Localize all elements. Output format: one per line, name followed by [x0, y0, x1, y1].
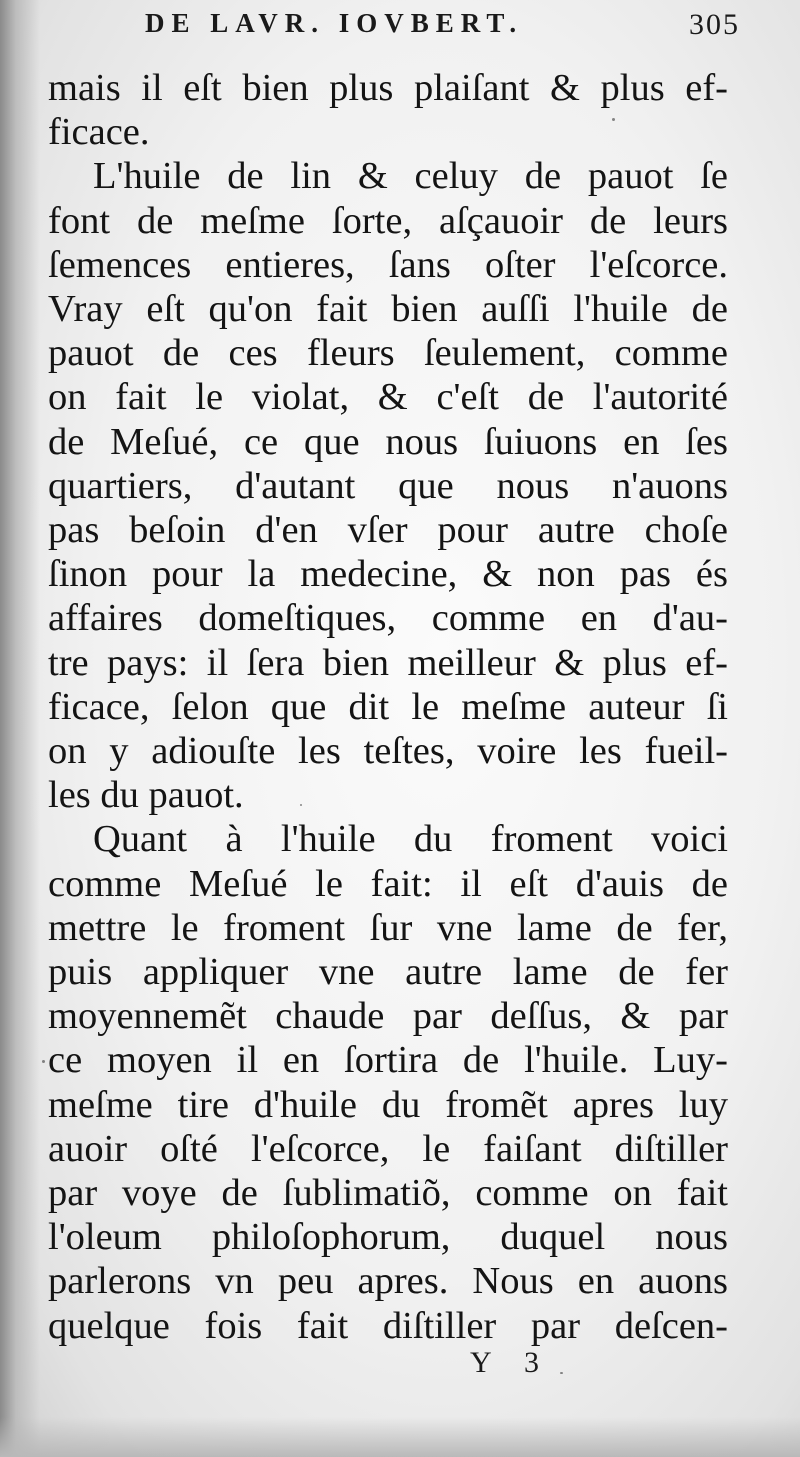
text-line: pauot de ces fleurs ſeulement, comme	[48, 332, 728, 375]
text-line: on y adiouſte les teſtes, voire les fueil-	[48, 730, 728, 773]
text-line: auoir oſté l'eſcorce, le faiſant diſtiller	[48, 1127, 728, 1170]
text-line: quelque fois fait diſtiller par deſcen-	[48, 1304, 728, 1347]
text-line: on fait le violat, & c'eſt de l'autorité	[48, 376, 728, 419]
text-line: meſme tire d'huile du fromẽt apres luy	[48, 1083, 728, 1126]
signature-mark: Y 3	[470, 1346, 540, 1379]
ink-speck	[612, 118, 615, 121]
text-line: comme Meſué le fait: il eſt d'auis de	[48, 862, 728, 905]
page-number: 305	[689, 8, 740, 41]
text-line: ce moyen il en ſortira de l'huile. Luy-	[48, 1039, 728, 1082]
text-line: tre pays: il ſera bien meilleur & plus ef-	[48, 641, 728, 684]
text-line: parlerons vn peu apres. Nous en auons	[48, 1260, 728, 1303]
ink-speck	[42, 1060, 45, 1063]
text-line: affaires domeſtiques, comme en d'au-	[48, 597, 728, 640]
text-line: de Meſué, ce que nous ſuiuons en ſes	[48, 420, 728, 463]
text-line: l'oleum philoſophorum, duquel nous	[48, 1216, 728, 1259]
text-line: ficace, ſelon que dit le meſme auteur ſi	[48, 685, 728, 728]
text-line: mettre le froment ſur vne lame de fer,	[48, 906, 728, 949]
page-header	[145, 8, 740, 44]
page-gutter-shadow	[0, 0, 40, 1457]
text-line: font de meſme ſorte, aſçauoir de leurs	[48, 199, 728, 242]
text-line: pas beſoin d'en vſer pour autre choſe	[48, 509, 728, 552]
ink-speck	[560, 1372, 563, 1374]
text-line: Quant à l'huile du froment voici	[93, 818, 728, 861]
running-head: DE LAVR. IOVBERT.	[145, 8, 524, 38]
text-line: Vray eſt qu'on fait bien auſſi l'huile de	[48, 288, 728, 331]
text-line: par voye de ſublimatiõ, comme on fait	[48, 1172, 728, 1215]
text-line: ficace.	[48, 111, 150, 154]
page-bottom-shadow	[0, 1417, 800, 1457]
text-line: L'huile de lin & celuy de pauot ſe	[93, 155, 728, 198]
text-line: mais il eſt bien plus plaiſant & plus ef-	[48, 67, 728, 109]
text-line: moyennemẽt chaude par deſſus, & par	[48, 995, 728, 1038]
text-line: les du pauot.	[48, 774, 244, 817]
text-line: ſemences entieres, ſans oſter l'eſcorce.	[48, 243, 728, 286]
text-line: puis appliquer vne autre lame de fer	[48, 951, 728, 994]
ink-speck	[300, 804, 302, 806]
text-line: ſinon pour la medecine, & non pas és	[48, 553, 728, 596]
text-line: quartiers, d'autant que nous n'auons	[48, 464, 728, 507]
body-text	[48, 66, 728, 1348]
